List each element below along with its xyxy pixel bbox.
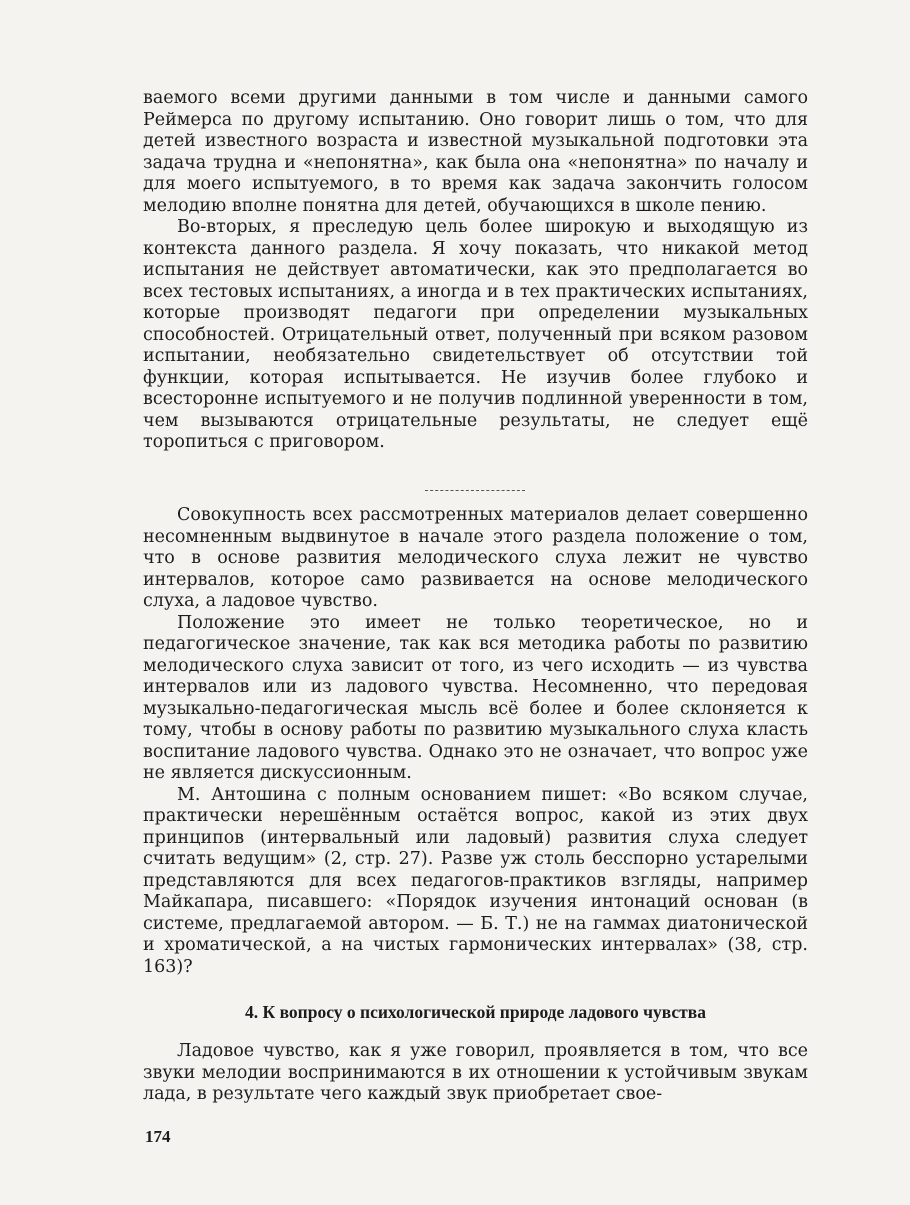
paragraph: Во-вторых, я преследую цель более широкую и выходящую из контекста данного раздела. Я хочу показать, что никакой метод испытания не действует автоматически, как это предполагается во всех тестовых испытаниях, а иногда и в тех практических испытаниях, которые производят педагоги при определении музыкальных способностей. Отрицательный ответ, полученный при всяком разовом испытании, необязательно свидетельствует об отсутствии той функции, которая испытывается. Не изучив более глубоко и всесторонне испытуемого и не получив подлинной уверенности в том, чем вызываются отрицательные результаты, не следует ещё торопиться с приговором. bbox=[143, 217, 808, 452]
section-heading: 4. К вопросу о психологической природе ладового чувства bbox=[245, 1002, 706, 1022]
page-number: 174 bbox=[145, 1127, 171, 1146]
paragraph: Ладовое чувство, как я уже говорил, проявляется в том, что все звуки мелодии воспринимаются в их отношении к устойчивым звукам лада, в результате чего каждый звук приобретает свое- bbox=[143, 1041, 808, 1104]
text-block-bottom bbox=[143, 1041, 808, 1106]
paragraph: Положение это имеет не только теоретическое, но и педагогическое значение, так как вся методика работы по развитию мелодического слуха зависит от того, из чего исходить — из чувства интервалов или из ладового чувства. Несомненно, что передовая музыкально-педагогическая мысль всё более и более склоняется к тому, чтобы в основу работы по развитию музыкального слуха класть воспитание ладового чувства. Однако это не означает, что вопрос уже не является дискуссионным. bbox=[143, 612, 808, 783]
paragraph-continuation: ваемого всеми другими данными в том числе и данными самого Реймерса по другому испытанию. Оно говорит лишь о том, что для детей известного возраста и известной музыкальной подготовки эта задача трудна и «непонятна», как была она «непонятна» по началу и для моего испытуемого, в то время как задача закончить голосом мелодию вполне понятна для детей, обучающихся в школе пению. bbox=[143, 88, 808, 216]
paragraph: Совокупность всех рассмотренных материалов делает совершенно несомненным выдвинутое в начале этого раздела положение о том, что в основе развития мелодического слуха лежит не чувство интервалов, которое само развивается на основе мелодического слуха, а ладовое чувство. bbox=[143, 505, 808, 611]
section-divider bbox=[425, 490, 525, 491]
text-block-middle bbox=[143, 505, 808, 978]
paragraph: М. Антошина с полным основанием пишет: «Во всяком случае, практически нерешённым остаётся вопрос, какой из этих двух принципов (интервальный или ладовый) развития слуха следует считать ведущим» (2, стр. 27). Разве уж столь бесспорно устарелыми представляются для всех педагогов-практиков взгляды, например Майкапара, писавшего: «Порядок изучения интонаций основан (в системе, предлагаемой автором. — Б. Т.) не на гаммах диатонической и хроматической, а на чистых гармонических интервалах» (38, стр. 163)? bbox=[143, 784, 808, 977]
text-block-top bbox=[143, 88, 808, 454]
